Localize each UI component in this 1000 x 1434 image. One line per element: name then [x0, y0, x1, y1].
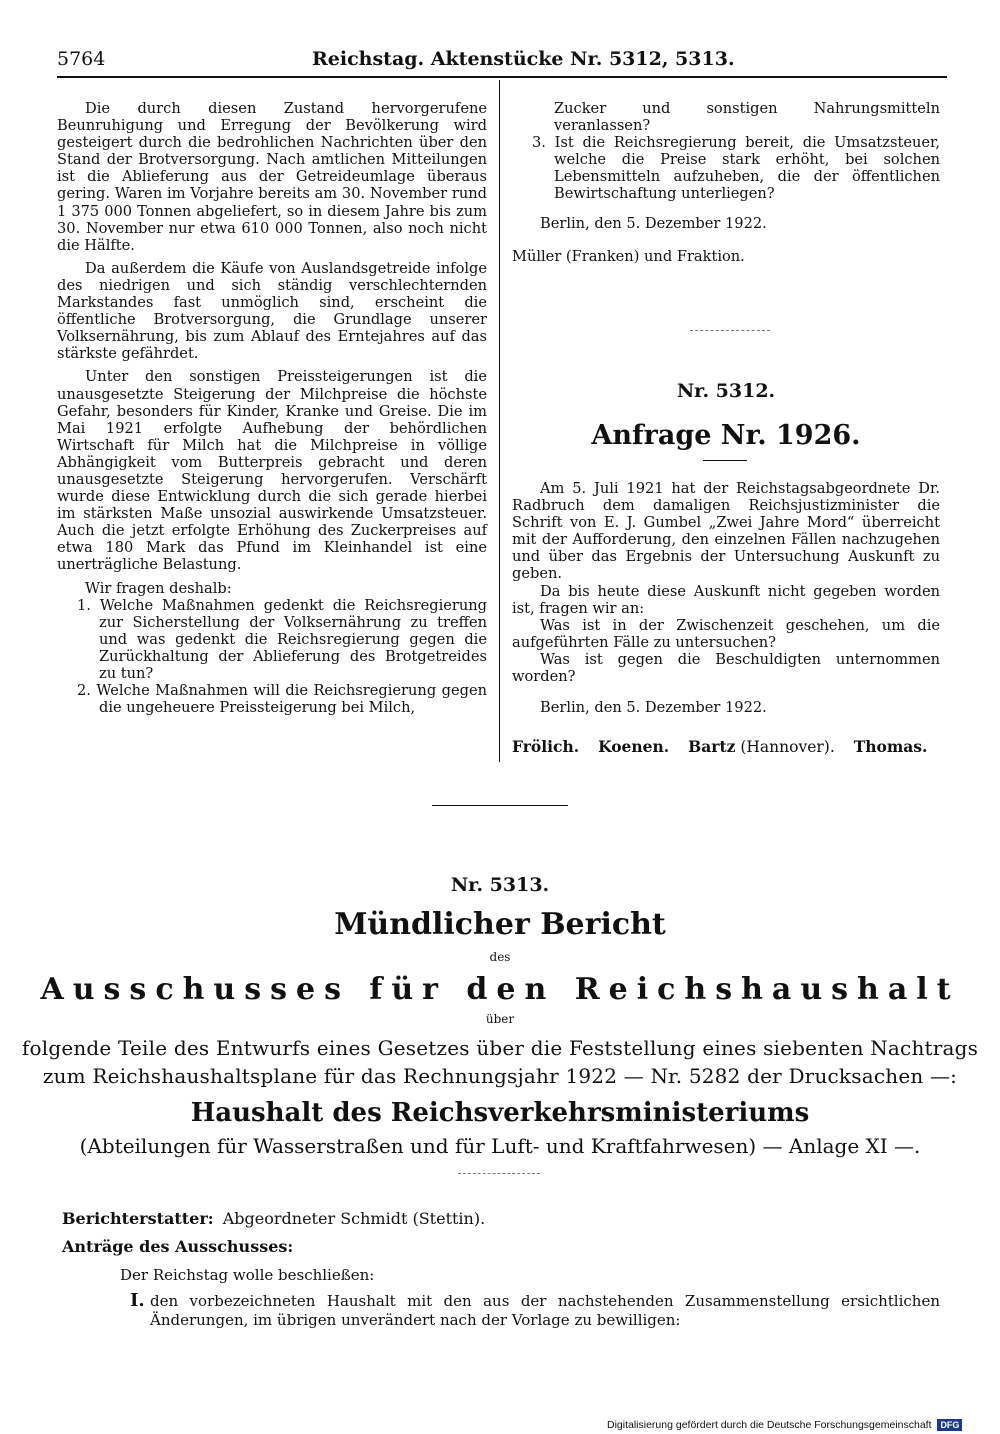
date-line-2: Berlin, den 5. Dezember 1922. [540, 699, 767, 717]
dfg-logo: DFG [937, 1419, 962, 1431]
item-number: I. [130, 1290, 145, 1311]
resolve-line: Der Reichstag wolle beschließen: [120, 1266, 375, 1284]
question-2: 2. Welche Maßnahmen will die Reichsregierung gegen die ungeheuere Preissteigerung bei Milch, [77, 682, 487, 717]
signature-thomas: Thomas. [853, 737, 928, 756]
left-column [57, 100, 487, 716]
page-number: 5764 [57, 48, 106, 70]
page-header [57, 48, 947, 76]
section-rule [432, 805, 568, 806]
left-paragraph-1: Die durch diesen Zustand hervorgerufene Beunruhigung und Erregung der Bevölkerung wird gesteigert durch die bedrohlichen Nachrichten über den Stand der Brotversorgung. Nach amtlichen Mitteilungen ist die Ablieferung aus der Getreideumlage überaus gering. Waren im Vorjahre bereits am 30. November rund 1 375 000 Tonnen abgeliefert, so in diesem Jahre bis zum 30. November nur etwa 610 000 Tonnen, also noch nicht die Hälfte. [57, 100, 487, 254]
document-number-5313: Nr. 5313. [450, 874, 550, 896]
column-divider [499, 80, 500, 762]
signatures-2 [512, 737, 942, 756]
budget-subtitle: (Abteilungen für Wasserstraßen und für Luft- und Kraftfahrwesen) — Anlage XI —. [79, 1134, 921, 1158]
signature-bartz: Bartz [688, 737, 736, 756]
question-2-continued: Zucker und sonstigen Nahrungsmitteln veranlassen? [554, 100, 940, 135]
reporter-label: Berichterstatter: [62, 1209, 214, 1228]
title-rule [703, 460, 747, 461]
header-rule [57, 76, 947, 78]
left-paragraph-2: Da außerdem die Käufe von Auslandsgetreide infolge des niedrigen und sich ständig verschlechternden Markstandes fast unmöglich sind, erscheint die öffentliche Brotversorgung, die Grundlage unserer Volksernährung, bis zum Ablauf des Erntejahres auf das stärkste gefährdet. [57, 259, 487, 363]
right-column [512, 100, 940, 265]
inquiry-body [512, 480, 940, 716]
document-number-5312: Nr. 5312. [676, 380, 776, 402]
inquiry-paragraph-1: Am 5. Juli 1921 hat der Reichstagsabgeordnete Dr. Radbruch dem damaligen Reichsjustizminister die Schrift von E. J. Gumbel „Zwei Jahre Mord“ überreicht mit der Aufforderung, den einzelnen Fällen nachzugehen und über das Ergebnis der Untersuchung Auskunft zu geben. [512, 480, 940, 583]
budget-title: Haushalt des Reichsverkehrsministeriums [190, 1098, 810, 1128]
item-text: den vorbezeichneten Haushalt mit den aus der nachstehenden Zusammenstellung ersichtlichen Änderungen, im übrigen unverändert nach der Vorlage zu bewilligen: [150, 1292, 940, 1329]
motions-heading: Anträge des Ausschusses: [62, 1237, 294, 1256]
report-title: Mündlicher Bericht [334, 907, 666, 942]
separator [690, 330, 770, 332]
inquiry-paragraph-2: Da bis heute diese Auskunft nicht gegeben worden ist, fragen wir an: [512, 582, 940, 617]
committee-name: Ausschusses für den Reichshaushalt [40, 972, 960, 1007]
digitization-credit [607, 1419, 962, 1431]
question-3: 3. Ist die Reichsregierung bereit, die Umsatzsteuer, welche die Preise stark erhöht, bei solchen Lebensmitteln aufzuheben, die der öffentlichen Bewirtschaftung unterliegen? [532, 134, 940, 203]
separator-2 [458, 1173, 540, 1175]
credit-text: Digitalisierung gefördert durch die Deutsche Forschungsgemeinschaft [607, 1419, 932, 1431]
date-line-1: Berlin, den 5. Dezember 1922. [540, 214, 767, 232]
signature-frolich: Frölich. [512, 737, 580, 756]
subject-line-2: zum Reichshaushaltsplane für das Rechnungsjahr 1922 — Nr. 5282 der Drucksachen —: [42, 1064, 958, 1088]
subject-line-1: folgende Teile des Entwurfs eines Gesetzes über die Feststellung eines siebenten Nachtrags [21, 1036, 979, 1060]
running-title: Reichstag. Aktenstücke Nr. 5312, 5313. [312, 48, 735, 70]
question-intro: Wir fragen deshalb: [85, 579, 232, 597]
signature-koenen: Koenen. [598, 737, 670, 756]
question-1: 1. Welche Maßnahmen gedenkt die Reichsregierung zur Sicherstellung der Volksernährung zu treffen und was gedenkt die Reichsregierung gegen die Zurückhaltung der Ablieferung des Brotgetreides zu tun? [77, 596, 487, 682]
reporter-name: Abgeordneter Schmidt (Stettin). [222, 1209, 486, 1228]
signature-1: Müller (Franken) und Fraktion. [512, 247, 745, 265]
connector-ueber: über [485, 1012, 515, 1026]
signature-bartz-place: (Hannover). [740, 738, 835, 756]
inquiry-title: Anfrage Nr. 1926. [591, 420, 861, 451]
reporter-line [62, 1209, 485, 1228]
inquiry-paragraph-3: Was ist in der Zwischenzeit geschehen, um die aufgeführten Fälle zu untersuchen? [512, 616, 940, 651]
inquiry-paragraph-4: Was ist gegen die Beschuldigten unternommen worden? [512, 650, 940, 686]
connector-des: des [489, 950, 511, 964]
left-paragraph-3: Unter den sonstigen Preissteigerungen ist die unausgesetzte Steigerung der Milchpreise die höchste Gefahr, besonders für Kinder, Kranke und Greise. Die im Mai 1921 erfolgte Aufhebung der behördlichen Wirtschaft für Milch hat die Milchpreise in völlige Abhängigkeit vom Butterpreis gebracht und deren unausgesetzte Steigerung hervorgerufen. Verschärft wurde diese Entwicklung durch die sich gerade hierbei im stärksten Maße unsozial auswirkende Umsatzsteuer. Auch die jetzt erfolgte Erhöhung des Zuckerpreises auf etwa 180 Mark das Pfund im Kleinhandel ist eine unerträgliche Belastung. [57, 368, 487, 574]
